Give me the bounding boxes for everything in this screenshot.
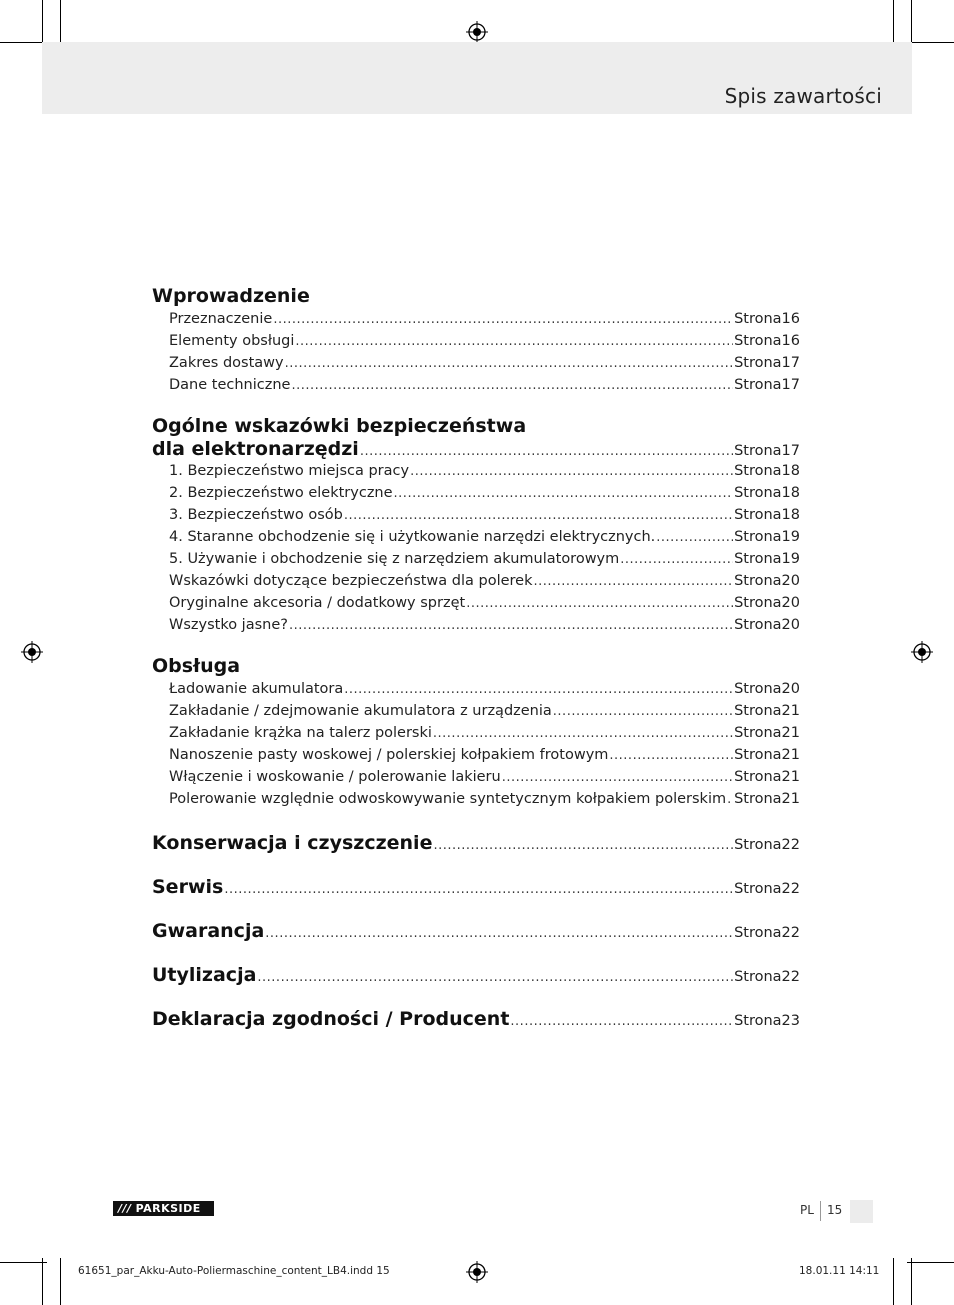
crop-mark [907,42,954,43]
crop-mark [42,1258,43,1305]
toc-entry-strona: Strona [734,969,782,985]
toc-entry[interactable] [152,438,800,460]
toc-section-heading: Obsługa [152,655,241,677]
toc-entry-strona: Strona [734,311,782,327]
toc-entry[interactable] [152,460,800,482]
toc-entry[interactable] [152,766,800,788]
page-number: 15 [827,1203,843,1217]
toc-leader-dots [394,483,734,505]
toc-entry-page: 19 [781,551,800,567]
toc-leader-dots [289,615,733,637]
logo-stripes: /// [118,1202,132,1215]
toc-entry-page: 16 [781,311,800,327]
toc-entry-page: 16 [781,333,800,349]
toc-entry-page: 21 [781,747,800,763]
footer-divider [820,1201,821,1221]
crop-mark [42,0,43,47]
toc-entry-strona: Strona [734,769,782,785]
toc-entry-page: 21 [781,769,800,785]
toc-entry-strona: Strona [734,507,782,523]
toc-entry[interactable] [152,352,800,374]
toc-entry-strona: Strona [734,1013,782,1029]
toc-entry[interactable] [152,592,800,614]
toc-entry-page: 20 [781,573,800,589]
toc-entry-strona: Strona [734,703,782,719]
toc-main-entry-label: Serwis [152,876,224,898]
toc-leader-dots [534,571,734,593]
toc-entry-label: Polerowanie względnie odwoskowywanie syntetycznym kołpakiem polerskim [169,791,727,807]
toc-entry-strona: Strona [734,837,782,853]
print-slug-datetime: 18.01.11 14:11 [799,1265,880,1277]
registration-mark-icon [466,21,488,43]
toc-section-heading-line2: dla elektronarzędzi [152,438,359,460]
toc-entry-page: 21 [781,791,800,807]
toc-entry-label: Włączenie i woskowanie / polerowanie lakieru [169,769,501,785]
crop-mark [907,1262,954,1263]
toc-entry-label: Zakładanie / zdejmowanie akumulatora z urządzenia [169,703,552,719]
toc-leader-dots [344,505,733,527]
toc-leader-dots [344,679,733,701]
toc-section-heading: Ogólne wskazówki bezpieczeństwa [152,415,527,437]
toc-entry-strona: Strona [734,573,782,589]
toc-entry-label: 1. Bezpieczeństwo miejsca pracy [169,463,410,479]
crop-mark [60,1258,61,1305]
toc-entry-page: 19 [781,529,800,545]
crop-mark [911,1258,912,1305]
toc-leader-dots [553,701,733,723]
toc-leader-dots [502,767,733,789]
toc-main-entry-label: Konserwacja i czyszczenie [152,832,433,854]
toc-entry[interactable] [152,482,800,504]
toc-entry-strona: Strona [734,617,782,633]
toc-entry-strona: Strona [734,595,782,611]
toc-entry-strona: Strona [734,333,782,349]
toc-main-entry[interactable] [152,874,800,900]
toc-entry-page: 23 [781,1013,800,1029]
registration-mark-icon [21,641,43,663]
toc-entry[interactable] [152,570,800,592]
toc-entry-strona: Strona [734,355,782,371]
toc-entry-strona: Strona [734,791,782,807]
toc-main-entry-label: Gwarancja [152,920,265,942]
toc-entry-strona: Strona [734,485,782,501]
toc-entry-strona: Strona [734,925,782,941]
toc-entry[interactable] [152,678,800,700]
toc-entry[interactable] [152,308,800,330]
toc-entry-label: 3. Bezpieczeństwo osób [169,507,343,523]
toc-leader-dots [727,789,733,811]
toc-entry-page: 22 [781,969,800,985]
toc-entry[interactable] [152,700,800,722]
toc-entry[interactable] [152,744,800,766]
footer-grey-box [850,1200,873,1223]
toc-entry-strona: Strona [734,529,782,545]
toc-entry-page: 18 [781,507,800,523]
toc-entry[interactable] [152,330,800,352]
toc-entry-page: 18 [781,485,800,501]
parkside-logo [113,1201,214,1216]
registration-mark-icon [466,1261,488,1283]
toc-leader-dots [433,723,733,745]
toc-leader-dots [510,1009,733,1035]
toc-entry-page: 18 [781,463,800,479]
toc-entry-label: Przeznaczenie [169,311,273,327]
toc-entry-page: 20 [781,595,800,611]
crop-mark [0,42,47,43]
toc-entry[interactable] [152,788,800,810]
toc-section-heading: Wprowadzenie [152,285,310,307]
toc-entry-page: 20 [781,617,800,633]
toc-entry-page: 17 [781,355,800,371]
toc-entry-label: Nanoszenie pasty woskowej / polerskiej kołpakiem frotowym [169,747,609,763]
toc-entry-strona: Strona [734,881,782,897]
toc-entry-label: Ładowanie akumulatora [169,681,344,697]
toc-main-entry[interactable] [152,1006,800,1032]
toc-entry-label: Wskazówki dotyczące bezpieczeństwa dla polerek [169,573,533,589]
registration-mark-icon [911,641,933,663]
toc-entry-strona: Strona [734,463,782,479]
toc-main-entry[interactable] [152,830,800,856]
toc-entry-page: 21 [781,703,800,719]
crop-mark [893,1258,894,1305]
toc-section-operation [152,654,800,810]
language-code: PL [800,1203,814,1217]
toc-main-entry-label: Utylizacja [152,964,257,986]
toc-entry-strona: Strona [734,681,782,697]
toc-entry-page: 20 [781,681,800,697]
toc-entry-label: Wszystko jasne? [169,617,288,633]
toc-entry-page: 22 [781,925,800,941]
crop-mark [0,1262,47,1263]
toc-leader-dots [257,965,733,991]
toc-entry-strona: Strona [734,747,782,763]
toc-leader-dots [620,549,733,571]
toc-section-safety [152,414,800,636]
crop-mark [893,0,894,47]
toc-main-entry-label: Deklaracja zgodności / Producent [152,1008,510,1030]
toc-entry[interactable] [152,548,800,570]
toc-entry-page: 22 [781,837,800,853]
toc-entry-page: 17 [781,377,800,393]
toc-entry[interactable] [152,722,800,744]
toc-main-entry[interactable] [152,918,800,944]
toc-leader-dots [285,353,733,375]
crop-mark [60,0,61,47]
toc-entry-label: Oryginalne akcesoria / dodatkowy sprzęt [169,595,466,611]
toc-leader-dots [609,745,733,767]
toc-entry[interactable] [152,526,800,548]
print-slug-file: 61651_par_Akku-Auto-Poliermaschine_content_LB4.indd 15 [78,1265,390,1277]
table-of-contents [152,284,800,1032]
toc-leader-dots [360,441,733,463]
toc-leader-dots [466,593,733,615]
toc-main-entry[interactable] [152,962,800,988]
toc-entry-label: Zakładanie krążka na talerz polerski [169,725,432,741]
toc-section-introduction [152,284,800,396]
toc-entry-label: 4. Staranne obchodzenie się i użytkowanie narzędzi elektrycznych. [169,529,656,545]
toc-entry-page: 22 [781,881,800,897]
page-title: Spis zawartości [724,84,882,108]
toc-entry-strona: Strona [734,443,782,459]
toc-entry-strona: Strona [734,377,782,393]
toc-leader-dots [410,461,733,483]
toc-leader-dots [291,375,733,397]
toc-leader-dots [265,921,733,947]
toc-entry-page: 17 [781,443,800,459]
toc-entry[interactable] [152,614,800,636]
toc-entry-label: Zakres dostawy [169,355,284,371]
toc-entry-strona: Strona [734,551,782,567]
toc-entry-page: 21 [781,725,800,741]
toc-entry-label: Elementy obsługi [169,333,295,349]
logo-text: PARKSIDE [135,1202,201,1215]
toc-entry-strona: Strona [734,725,782,741]
crop-mark [911,0,912,47]
toc-leader-dots [224,877,733,903]
toc-entry[interactable] [152,374,800,396]
toc-entry-label: Dane techniczne [169,377,291,393]
toc-leader-dots [295,331,733,353]
toc-entry-label: 2. Bezpieczeństwo elektryczne [169,485,393,501]
toc-leader-dots [433,833,733,859]
toc-leader-dots [273,309,733,331]
toc-entry[interactable] [152,504,800,526]
toc-entry-label: 5. Używanie i obchodzenie się z narzędziem akumulatorowym [169,551,620,567]
toc-leader-dots [656,527,733,549]
